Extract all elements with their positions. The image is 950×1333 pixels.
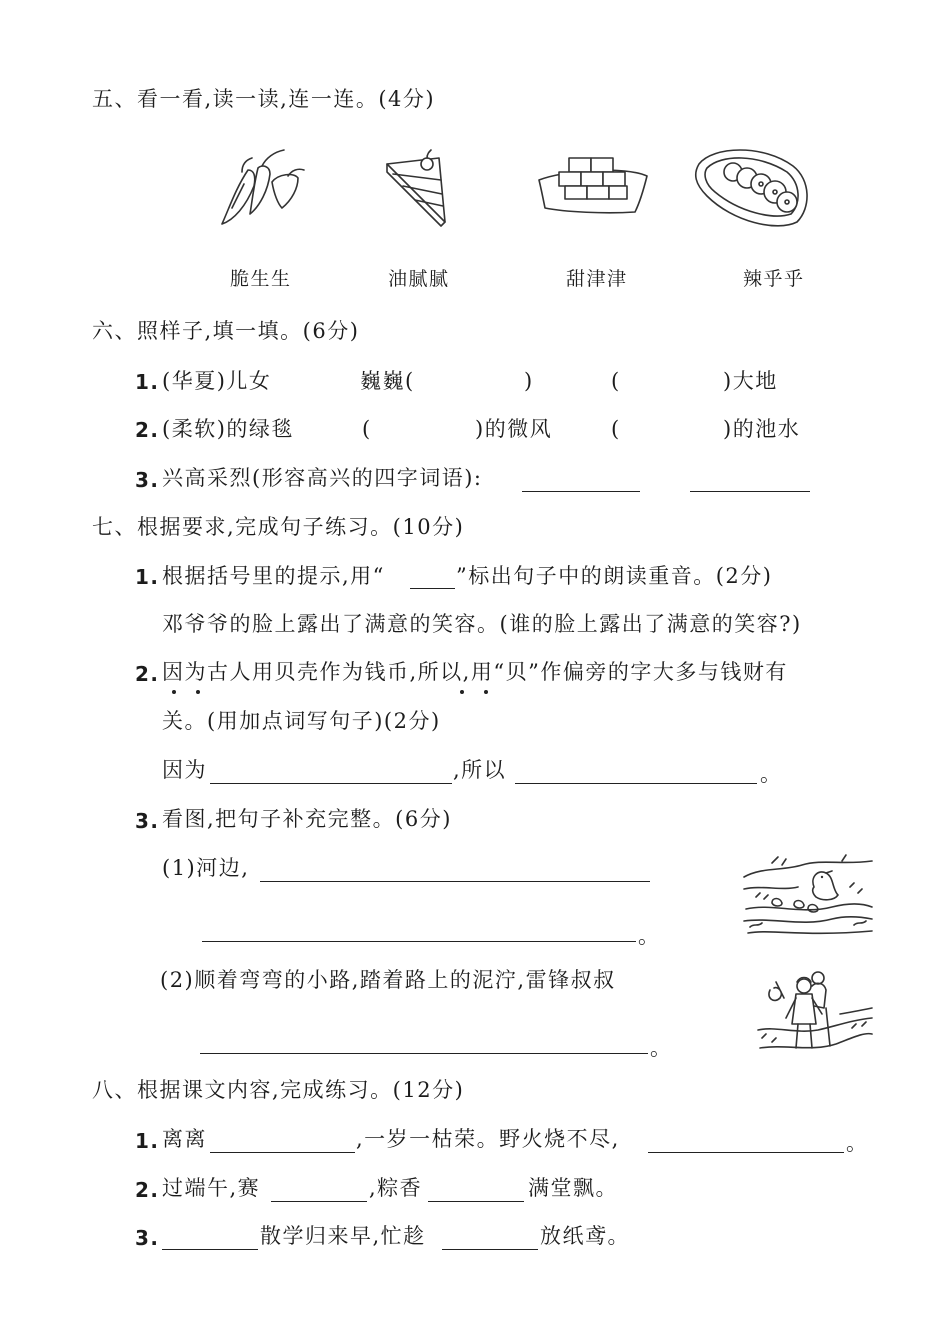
q7-2-period: 。 bbox=[760, 762, 783, 786]
q6-3-blank-1[interactable] bbox=[522, 491, 640, 492]
q8-2-text-c: 满堂飘。 bbox=[528, 1176, 618, 1200]
q7-2-blank-2[interactable] bbox=[515, 783, 757, 784]
q7-3-sub-2: (2)顺着弯弯的小路,踏着路上的泥泞,雷锋叔叔 bbox=[160, 968, 616, 992]
q7-3-1-blank-2[interactable] bbox=[202, 941, 636, 942]
section-6-title: 六、照样子,填一填。(6分) bbox=[92, 319, 360, 343]
q6-3-blank-2[interactable] bbox=[690, 491, 810, 492]
q8-1-blank-1[interactable] bbox=[210, 1152, 355, 1153]
emphasis-dot bbox=[172, 690, 176, 694]
q7-3-2-blank[interactable] bbox=[200, 1053, 648, 1054]
q7-2-blank-label-b: ,所以 bbox=[453, 758, 507, 782]
q6-3-text: 兴高采烈(形容高兴的四字词语): bbox=[162, 466, 483, 490]
q7-2-blank-label-a: 因为 bbox=[162, 758, 207, 782]
riverside-ducks-image bbox=[742, 857, 874, 939]
q8-2-text-b: ,粽香 bbox=[369, 1176, 423, 1200]
chili-peppers-image bbox=[212, 148, 312, 233]
q7-3-sub-1: (1)河边, bbox=[162, 856, 250, 880]
q6-1-c-end: )大地 bbox=[723, 369, 778, 393]
q6-1-b-end: ) bbox=[524, 369, 534, 393]
q7-1-sentence: 邓爷爷的脸上露出了满意的笑容。(谁的脸上露出了满意的笑容?) bbox=[162, 612, 802, 636]
q6-2-c-end: )的池水 bbox=[723, 417, 801, 441]
section-8-title: 八、根据课文内容,完成练习。(12分) bbox=[92, 1078, 465, 1102]
q6-1-example: (华夏)儿女 bbox=[162, 369, 272, 393]
cake-slice-image bbox=[383, 150, 453, 230]
emphasis-dot bbox=[484, 690, 488, 694]
q7-2-blank-1[interactable] bbox=[210, 783, 452, 784]
q8-1-number: 1. bbox=[135, 1129, 160, 1153]
q8-1-blank-2[interactable] bbox=[648, 1152, 844, 1153]
q8-2-text-a: 过端午,赛 bbox=[162, 1176, 261, 1200]
q7-1-text-a: 根据括号里的提示,用“ bbox=[162, 564, 385, 588]
q7-3-text: 看图,把句子补充完整。(6分) bbox=[162, 807, 452, 831]
q8-3-text-a: 散学归来早,忙趁 bbox=[260, 1224, 426, 1248]
q6-3-number: 3. bbox=[135, 468, 160, 492]
q6-1-number: 1. bbox=[135, 370, 160, 394]
q8-1-text-b: ,一岁一枯荣。野火烧不尽, bbox=[356, 1127, 620, 1151]
q8-3-text-b: 放纸鸢。 bbox=[540, 1224, 630, 1248]
tofu-plate-image bbox=[535, 152, 650, 217]
q8-3-blank-1[interactable] bbox=[162, 1249, 258, 1250]
lei-feng-carrying-child-image bbox=[756, 968, 874, 1056]
q6-2-c-start: ( bbox=[611, 417, 621, 441]
q7-2-number: 2. bbox=[135, 662, 160, 686]
q8-2-blank-1[interactable] bbox=[271, 1201, 367, 1202]
q7-2-text: 因为古人用贝壳作为钱币,所以,用“贝”作偏旁的字大多与钱财有 bbox=[162, 660, 788, 684]
word-4: 辣乎乎 bbox=[743, 268, 805, 290]
word-3: 甜津津 bbox=[566, 268, 628, 290]
q8-2-number: 2. bbox=[135, 1178, 160, 1202]
q6-1-b-start: 巍巍( bbox=[360, 369, 415, 393]
q7-1-text-b: ”标出句子中的朗读重音。(2分) bbox=[456, 564, 773, 588]
q7-1-number: 1. bbox=[135, 565, 160, 589]
word-2: 油腻腻 bbox=[388, 268, 450, 290]
q7-1-underline-sample bbox=[410, 588, 455, 589]
section-7-title: 七、根据要求,完成句子练习。(10分) bbox=[92, 515, 465, 539]
sliced-lotus-root-plate-image bbox=[693, 144, 813, 229]
q7-3-1-blank-1[interactable] bbox=[260, 881, 650, 882]
section-5-title: 五、看一看,读一读,连一连。(4分) bbox=[92, 87, 436, 111]
q7-3-number: 3. bbox=[135, 809, 160, 833]
q8-2-blank-2[interactable] bbox=[428, 1201, 524, 1202]
emphasis-dot bbox=[196, 690, 200, 694]
q6-1-c-start: ( bbox=[611, 369, 621, 393]
q8-3-blank-2[interactable] bbox=[442, 1249, 538, 1250]
q6-2-number: 2. bbox=[135, 418, 160, 442]
q6-2-example: (柔软)的绿毯 bbox=[162, 417, 294, 441]
q7-3-2-period: 。 bbox=[650, 1036, 673, 1060]
q6-2-b-end: )的微风 bbox=[475, 417, 553, 441]
word-1: 脆生生 bbox=[230, 268, 292, 290]
emphasis-dot bbox=[460, 690, 464, 694]
q8-1-period: 。 bbox=[846, 1131, 869, 1155]
q8-3-number: 3. bbox=[135, 1226, 160, 1250]
q7-2-text-2: 关。(用加点词写句子)(2分) bbox=[162, 709, 441, 733]
q7-3-1-period: 。 bbox=[638, 924, 661, 948]
q6-2-b-start: ( bbox=[362, 417, 372, 441]
q8-1-text-a: 离离 bbox=[162, 1127, 207, 1151]
